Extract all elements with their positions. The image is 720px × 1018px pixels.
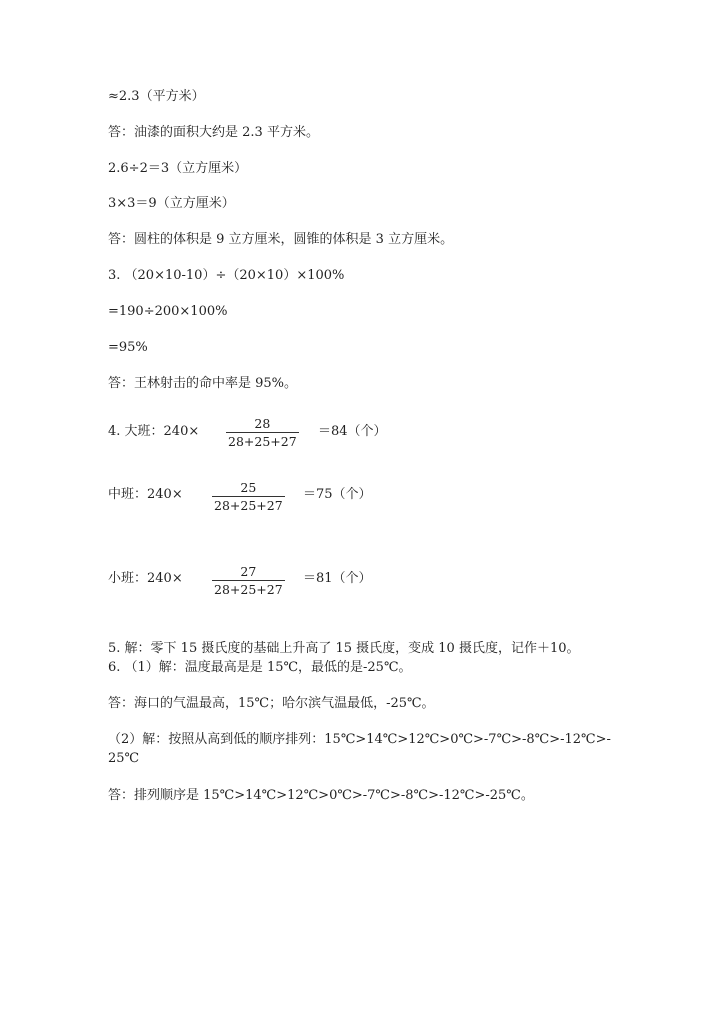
fraction-denominator: 28+25+27 [214,498,283,513]
fraction [212,564,285,597]
line-answer-volume: 答：圆柱的体积是 9 立方厘米，圆锥的体积是 3 立方厘米。 [108,232,454,247]
fraction-numerator: 25 [240,480,257,495]
line-answer-temperature: 答：海口的气温最高，15℃；哈尔滨气温最低，-25℃。 [108,696,435,711]
line-answer-order: 答：排列顺序是 15℃>14℃>12℃>0℃>-7℃>-8℃>-12℃>-25℃。 [108,788,534,803]
line-answer-paint-area: 答：油漆的面积大约是 2.3 平方米。 [108,125,319,140]
fraction-numerator: 28 [254,416,271,431]
fraction-result: ＝81（个） [303,571,372,586]
fraction-result: ＝84（个） [318,424,387,439]
fraction-result: ＝75（个） [303,487,372,502]
fraction-prefix: 4. 大班：240× [108,424,200,439]
line-q6-part1: 6. （1）解：温度最高是是 15℃，最低的是-25℃。 [108,660,412,675]
line-q5-solution: 5. 解：零下 15 摄氏度的基础上升高了 15 摄氏度，变成 10 摄氏度，记作＋10。 [108,641,580,656]
line-answer-hit-rate: 答：王林射击的命中率是 95%。 [108,376,298,391]
fraction-prefix: 中班：240× [108,487,183,502]
fraction [226,416,299,449]
line-q6-part2-wrap: 25℃ [108,751,140,766]
line-calc-cube-2: 3×3＝9（立方厘米） [108,196,235,211]
fraction [212,480,285,513]
line-q3-formula: 3. （20×10-10）÷（20×10）×100% [108,268,345,283]
fraction-prefix: 小班：240× [108,571,183,586]
fraction-denominator: 28+25+27 [214,582,283,597]
line-calc-cube-1: 2.6÷2＝3（立方厘米） [108,161,248,176]
line-q6-part2: （2）解：按照从高到低的顺序排列：15℃>14℃>12℃>0℃>-7℃>-8℃>-12℃>- [108,732,611,747]
line-q3-result: =95% [108,340,148,355]
line-q3-step: =190÷200×100% [108,304,228,319]
fraction-denominator: 28+25+27 [228,434,297,449]
line-approx-area: ≈2.3（平方米） [108,89,205,104]
fraction-numerator: 27 [240,564,257,579]
